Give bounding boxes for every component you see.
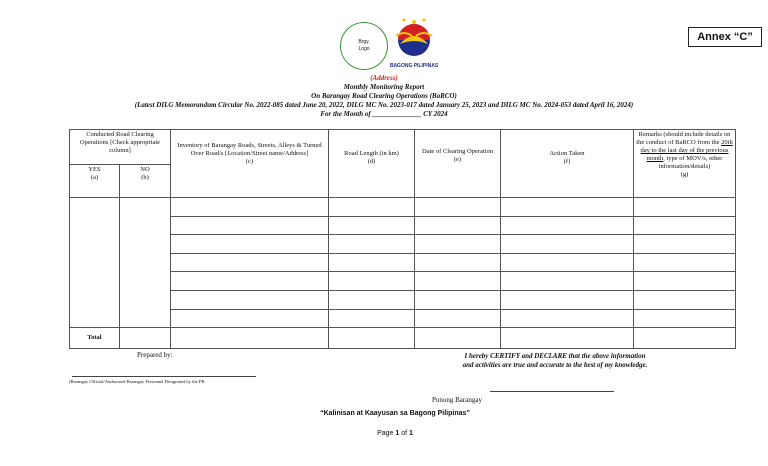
col-c-header — [171, 130, 329, 198]
col-b-no-code: (b) — [141, 174, 149, 181]
cell-c[interactable] — [171, 198, 329, 217]
col-d-header — [329, 130, 415, 198]
col-c-label: Inventory of Barangay Roads, Streets, Alleys & Turned Over Road/s [Location/Street name/Address] — [177, 142, 322, 157]
prepared-by-caption: (Barangay Official/Authorized Barangay Personnel Designated by the PB — [69, 379, 205, 384]
cell-no[interactable] — [120, 198, 171, 328]
cell-f[interactable] — [501, 235, 634, 254]
cell-e[interactable] — [415, 290, 501, 309]
report-title: Monthly Monitoring Report — [343, 83, 425, 91]
col-g-label-1: Remarks (should include details on the conduct of BaRCO from the — [636, 131, 731, 146]
bagong-pilipinas-logo — [390, 14, 438, 66]
cell-g[interactable] — [634, 198, 736, 217]
col-d-label: Road Length (in km) — [344, 150, 399, 157]
cell-c[interactable] — [171, 235, 329, 254]
cell-c[interactable] — [171, 253, 329, 272]
cell-c[interactable] — [171, 290, 329, 309]
cell-g[interactable] — [634, 253, 736, 272]
col-a-yes-header — [70, 165, 120, 198]
month-line: For the Month of ______________ CY 2024 — [320, 110, 448, 118]
cell-e[interactable] — [415, 198, 501, 217]
table-row — [70, 198, 736, 217]
col-g-label-underlined: 20th day to the last day of the previous month — [640, 139, 733, 162]
cell-f[interactable] — [501, 253, 634, 272]
total-no-cell[interactable] — [120, 328, 171, 349]
cell-d[interactable] — [329, 235, 415, 254]
cell-d[interactable] — [329, 216, 415, 235]
cell-d[interactable] — [329, 272, 415, 291]
page-indicator — [0, 430, 768, 437]
col-b-no-header — [120, 165, 171, 198]
cell-c[interactable] — [171, 216, 329, 235]
cell-d[interactable] — [329, 198, 415, 217]
col-e-header — [415, 130, 501, 198]
total-f-cell[interactable] — [501, 328, 634, 349]
page-number: 1 — [395, 430, 400, 437]
cell-f[interactable] — [501, 272, 634, 291]
cell-f[interactable] — [501, 290, 634, 309]
annex-label: Annex “C” — [688, 27, 762, 47]
col-b-no-label: NO — [140, 166, 150, 173]
col-f-code: (f) — [563, 158, 571, 165]
cell-d[interactable] — [329, 309, 415, 328]
col-a-yes-label: YES — [88, 166, 101, 173]
address-line: (Address) — [370, 74, 398, 82]
page-of: of — [401, 430, 408, 437]
barangay-logo-placeholder — [340, 22, 388, 70]
punong-barangay-signature-line — [490, 391, 614, 392]
memorandum-reference: (Latest DILG Memorandum Circular No. 2022-085 dated June 20, 2022, DILG MC No. 2023-017 dated January 25, 2023 and DILG MC No. 2024-053 dated April 16, 2024) — [134, 101, 634, 109]
col-a-group-label: Conducted Road Clearing Operations [Check appropriate column] — [79, 131, 161, 154]
certify-line-1: I hereby CERTIFY and DECLARE that the above information — [464, 352, 646, 360]
cell-e[interactable] — [415, 253, 501, 272]
bagong-pilipinas-wordmark: BAGONG PILIPINAS — [389, 63, 439, 69]
cell-g[interactable] — [634, 235, 736, 254]
page-word: Page — [377, 430, 394, 437]
cell-f[interactable] — [501, 198, 634, 217]
cell-yes[interactable] — [70, 198, 120, 328]
cell-e[interactable] — [415, 235, 501, 254]
prepared-by-signature-line — [72, 376, 256, 377]
table-header-row-1 — [70, 130, 736, 165]
col-g-header — [634, 130, 736, 198]
cell-f[interactable] — [501, 216, 634, 235]
col-e-label: Date of Clearing Operation — [422, 148, 493, 155]
cell-e[interactable] — [415, 309, 501, 328]
col-f-header — [501, 130, 634, 198]
monitoring-table — [69, 129, 736, 349]
total-d-cell[interactable] — [329, 328, 415, 349]
prepared-by-label: Prepared by: — [137, 351, 173, 359]
slogan: “Kalinisan at Kaayusan sa Bagong Pilipinas” — [320, 410, 470, 417]
col-d-code: (d) — [367, 158, 376, 165]
col-e-code: (e) — [453, 156, 462, 163]
cell-e[interactable] — [415, 272, 501, 291]
certify-line-2: and activities are true and accurate to the best of my knowledge. — [462, 361, 648, 369]
page-total: 1 — [409, 430, 413, 437]
col-g-label-2: , type of MOV/s, other information/details) — [658, 155, 723, 170]
report-subtitle: On Barangay Road Clearing Operations (BaRCO) — [311, 92, 457, 100]
total-row — [70, 328, 736, 349]
cell-d[interactable] — [329, 253, 415, 272]
cell-c[interactable] — [171, 272, 329, 291]
cell-g[interactable] — [634, 272, 736, 291]
cell-d[interactable] — [329, 290, 415, 309]
cell-g[interactable] — [634, 290, 736, 309]
cell-c[interactable] — [171, 309, 329, 328]
total-label: Total — [70, 328, 120, 349]
cell-g[interactable] — [634, 216, 736, 235]
col-f-label: Action Taken — [549, 150, 585, 157]
brgy-logo-text-1: Brgy. — [358, 39, 370, 45]
col-g-code: (g) — [680, 171, 689, 178]
cell-f[interactable] — [501, 309, 634, 328]
col-a-group-header — [70, 130, 171, 165]
total-g-cell[interactable] — [634, 328, 736, 349]
col-a-yes-code: (a) — [90, 174, 99, 181]
total-c-cell[interactable] — [171, 328, 329, 349]
brgy-logo-text-2: Logo — [358, 46, 370, 52]
cell-e[interactable] — [415, 216, 501, 235]
punong-barangay-label: Punong Barangay — [432, 396, 482, 404]
col-c-code: (c) — [245, 158, 254, 165]
total-e-cell[interactable] — [415, 328, 501, 349]
cell-g[interactable] — [634, 309, 736, 328]
